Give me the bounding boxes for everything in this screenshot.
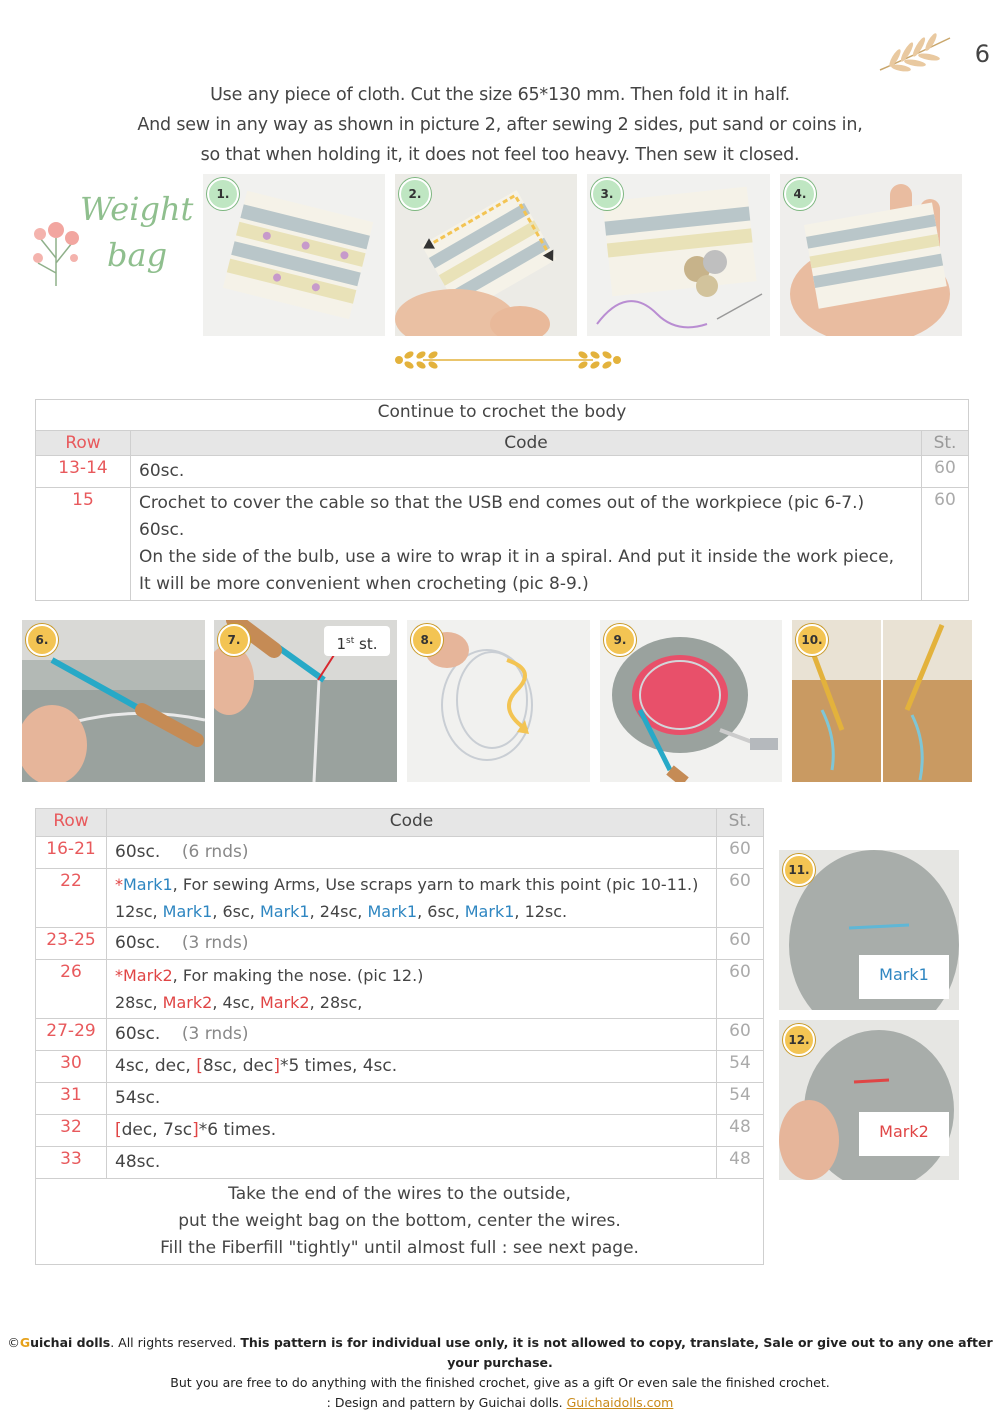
row-code	[131, 488, 922, 601]
mark-star: *	[115, 966, 123, 985]
photo-9-usb-piece	[600, 620, 782, 782]
row-number: 26	[36, 960, 107, 1019]
photo-badge: 11.	[783, 854, 815, 886]
first-stitch-tail: st.	[354, 635, 378, 653]
note-line: Take the end of the wires to the outside,	[228, 1184, 571, 1204]
intro-line: And sew in any way as shown in picture 2, after sewing 2 sides, put sand or coins in,	[137, 115, 863, 135]
body-pattern-table	[35, 399, 969, 601]
design-credit: : Design and pattern by Guichai dolls.	[326, 1395, 567, 1410]
flower-illustration-icon	[30, 208, 82, 288]
row-code	[107, 1115, 717, 1147]
ornament-divider-icon	[393, 345, 623, 375]
row-number: 23-25	[36, 928, 107, 960]
mark-label: Mark2	[162, 993, 213, 1012]
code-line: Crochet to cover the cable so that the USB end comes out of the workpiece (pic 6-7.)	[139, 493, 865, 513]
header-st: St.	[922, 431, 969, 456]
row-stitch-count: 60	[922, 456, 969, 488]
brand-initial: G	[19, 1335, 31, 1350]
photo-badge: 3.	[591, 178, 623, 210]
rows-pattern-table	[35, 808, 764, 1265]
code-text: , 12sc.	[514, 902, 568, 921]
first-stitch-num: 1	[336, 635, 347, 653]
mark-label: Mark2	[123, 966, 173, 985]
round-note: (3 rnds)	[181, 1024, 249, 1044]
bag-word: bag	[107, 236, 168, 274]
row-number: 15	[36, 488, 131, 601]
photo-7-first-stitch	[214, 620, 397, 782]
mark-label: Mark1	[259, 902, 310, 921]
photo-badge: 4.	[784, 178, 816, 210]
code-text: *6 times.	[198, 1120, 277, 1140]
code-line: On the side of the bulb, use a wire to wrap it in a spiral. And put it inside the work piece,	[139, 547, 895, 567]
row-code	[107, 1051, 717, 1083]
table-row	[36, 928, 764, 960]
code-text: , 4sc,	[212, 993, 260, 1012]
table-row	[36, 1019, 764, 1051]
row-code	[107, 1019, 717, 1051]
rights-text: . All rights reserved.	[110, 1335, 241, 1350]
code-text: , For sewing Arms, Use scraps yarn to mark this point (pic 10-11.)	[172, 875, 699, 894]
mark-label: Mark1	[464, 902, 515, 921]
photo-badge: 6.	[26, 624, 58, 656]
photo-4-bag-in-hand	[780, 174, 962, 336]
header-row: Row	[36, 431, 131, 456]
row-stitch-count: 54	[717, 1051, 764, 1083]
photo-10-marker	[792, 620, 972, 782]
table-row	[36, 1083, 764, 1115]
row-stitch-count: 48	[717, 1115, 764, 1147]
photo-badge: 8.	[411, 624, 443, 656]
code-text: 28sc,	[115, 993, 163, 1012]
brand-name: uichai dolls	[30, 1335, 111, 1350]
row-stitch-count: 60	[922, 488, 969, 601]
row-code: 48sc.	[107, 1147, 717, 1179]
note-line: put the weight bag on the bottom, center the wires.	[178, 1211, 621, 1231]
mark-label: Mark1	[367, 902, 418, 921]
photo-1-cloth	[203, 174, 385, 336]
row-code	[107, 869, 717, 928]
code-line: It will be more convenient when crocheting (pic 8-9.)	[139, 574, 589, 594]
row-stitch-count: 54	[717, 1083, 764, 1115]
mark-label: Mark1	[123, 875, 173, 894]
row-code	[107, 960, 717, 1019]
row-number: 32	[36, 1115, 107, 1147]
table-row	[36, 960, 764, 1019]
code-text: , 6sc,	[212, 902, 260, 921]
code-text: , 24sc,	[309, 902, 368, 921]
table-note-row	[36, 1179, 764, 1265]
code-text: 12sc,	[115, 902, 163, 921]
weight-bag-title	[30, 190, 200, 290]
table-row	[36, 488, 969, 601]
table-caption: Continue to crochet the body	[36, 400, 969, 431]
first-stitch-sup: st	[346, 636, 355, 646]
intro-line: so that when holding it, it does not feel too heavy. Then sew it closed.	[200, 145, 800, 165]
website-link[interactable]: Guichaidolls.com	[566, 1395, 674, 1410]
footer-line-3	[0, 1393, 1000, 1413]
header-code: Code	[107, 809, 717, 837]
code-text: , 6sc,	[417, 902, 465, 921]
code-line	[115, 989, 708, 1016]
table-row	[36, 1115, 764, 1147]
mark-label: Mark2	[259, 993, 310, 1012]
weight-word: Weight	[80, 190, 194, 228]
copyright-symbol: ©	[7, 1335, 20, 1350]
photo-badge: 1.	[207, 178, 239, 210]
photo-badge: 2.	[399, 178, 431, 210]
header-code: Code	[131, 431, 922, 456]
code-line: 60sc.	[139, 520, 185, 540]
row-code	[107, 928, 717, 960]
intro-text	[0, 80, 1000, 170]
leaf-decoration-icon	[875, 30, 955, 76]
row-stitch-count: 60	[717, 960, 764, 1019]
code-line	[115, 898, 708, 925]
code-text: 60sc.	[115, 1024, 161, 1044]
page-number: 6	[974, 40, 990, 68]
bracket: ]	[192, 1120, 199, 1140]
code-text: *5 times, 4sc.	[279, 1056, 398, 1076]
photo-badge: 10.	[796, 624, 828, 656]
row-code: 60sc.	[131, 456, 922, 488]
footer-line-1	[0, 1333, 1000, 1373]
mark-label: Mark1	[162, 902, 213, 921]
table-row	[36, 837, 764, 869]
photo-12-mark2	[779, 1020, 959, 1180]
finishing-note	[36, 1179, 764, 1265]
photo-8-wire-spiral	[407, 620, 590, 782]
round-note: (3 rnds)	[181, 933, 249, 953]
row-stitch-count: 48	[717, 1147, 764, 1179]
table-row	[36, 1147, 764, 1179]
code-line	[115, 871, 708, 898]
mark-star: *	[115, 875, 123, 894]
note-line: Fill the Fiberfill "tightly" until almost full : see next page.	[160, 1238, 639, 1258]
row-number: 27-29	[36, 1019, 107, 1051]
code-text: 60sc.	[115, 933, 161, 953]
mark1-label: Mark1	[859, 955, 949, 999]
usage-notice: This pattern is for individual use only, it is not allowed to copy, translate, Sale or give out to any one after your purchase.	[240, 1335, 993, 1370]
photo-11-mark1	[779, 850, 959, 1010]
row-stitch-count: 60	[717, 837, 764, 869]
row-stitch-count: 60	[717, 928, 764, 960]
code-text: , 28sc,	[309, 993, 363, 1012]
row-stitch-count: 60	[717, 1019, 764, 1051]
mark2-label: Mark2	[859, 1112, 949, 1156]
row-number: 33	[36, 1147, 107, 1179]
row-stitch-count: 60	[717, 869, 764, 928]
row-number: 30	[36, 1051, 107, 1083]
first-stitch-label	[324, 626, 390, 656]
row-number: 31	[36, 1083, 107, 1115]
code-text: 8sc, dec	[202, 1056, 274, 1076]
header-st: St.	[717, 809, 764, 837]
row-number: 22	[36, 869, 107, 928]
row-code	[107, 837, 717, 869]
bracket: [	[196, 1056, 203, 1076]
footer	[0, 1333, 1000, 1413]
intro-line: Use any piece of cloth. Cut the size 65*130 mm. Then fold it in half.	[210, 85, 790, 105]
photo-badge: 7.	[218, 624, 250, 656]
row-number: 13-14	[36, 456, 131, 488]
table-row	[36, 456, 969, 488]
code-line	[115, 962, 708, 989]
code-text: , For making the nose. (pic 12.)	[172, 966, 424, 985]
bracket: [	[115, 1120, 122, 1140]
row-number: 16-21	[36, 837, 107, 869]
bracket: ]	[273, 1056, 280, 1076]
photo-6-crochet-cable	[22, 620, 205, 782]
photo-badge: 9.	[604, 624, 636, 656]
round-note: (6 rnds)	[181, 842, 249, 862]
photo-badge: 12.	[783, 1024, 815, 1056]
code-text: 4sc, dec,	[115, 1056, 197, 1076]
table-row	[36, 869, 764, 928]
footer-line-2: But you are free to do anything with the finished crochet, give as a gift Or even sale the finished crochet.	[170, 1375, 830, 1390]
code-text: dec, 7sc	[121, 1120, 193, 1140]
row-code: 54sc.	[107, 1083, 717, 1115]
code-text: 60sc.	[115, 842, 161, 862]
photo-2-sewing	[395, 174, 577, 336]
table-row	[36, 1051, 764, 1083]
photo-3-coins	[587, 174, 770, 336]
header-row: Row	[36, 809, 107, 837]
